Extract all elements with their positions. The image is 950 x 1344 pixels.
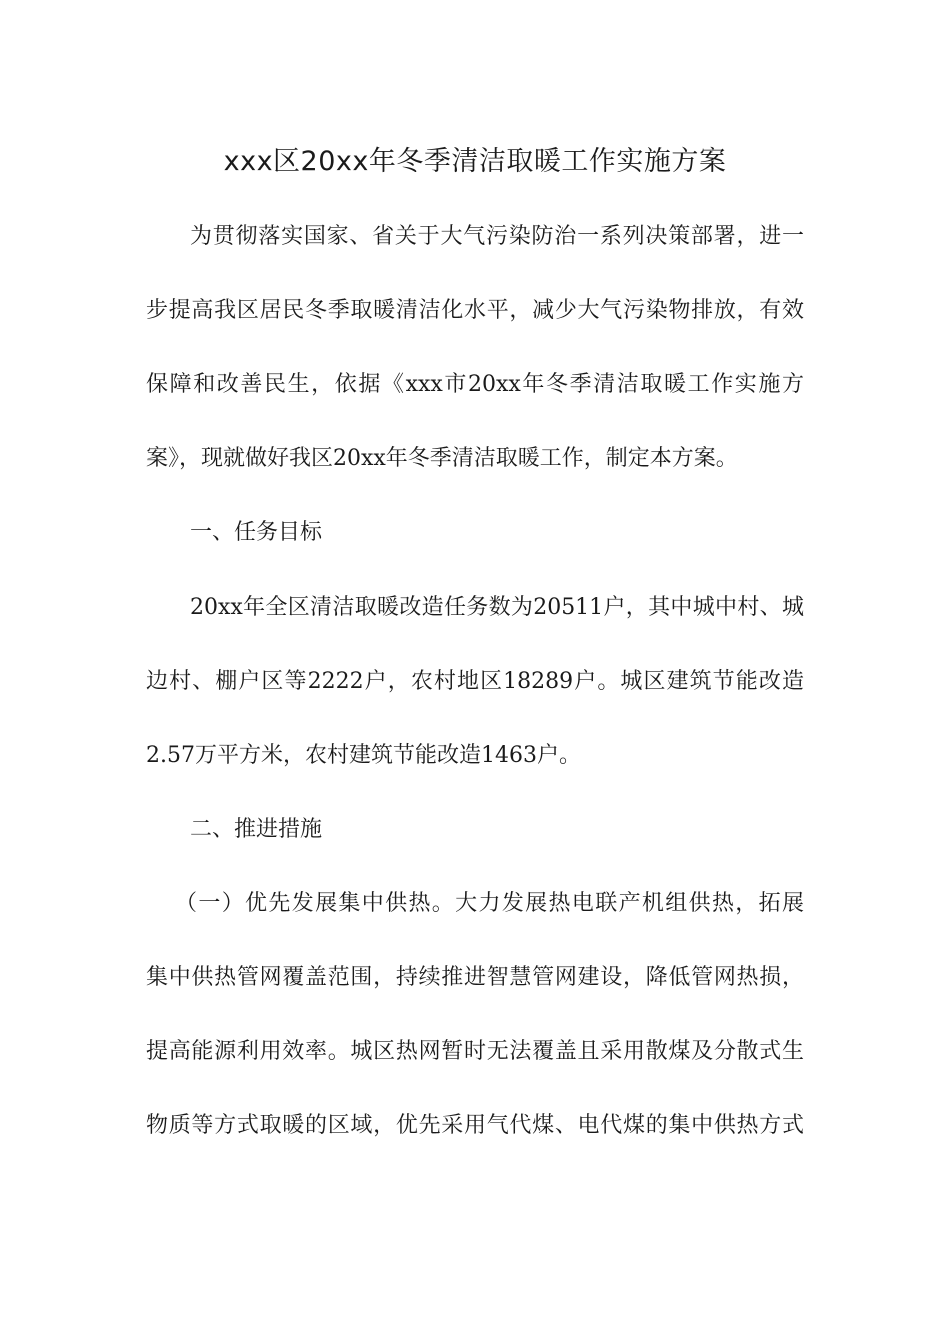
paragraph-line: 案》，现就做好我区20xx年冬季清洁取暖工作，制定本方案。 [146, 446, 738, 471]
paragraph-line: （一）优先发展集中供热。大力发展热电联产机组供热，拓展 [175, 891, 804, 916]
paragraph-line: 物质等方式取暖的区域，优先采用气代煤、电代煤的集中供热方式 [146, 1113, 804, 1138]
paragraph-line: 集中供热管网覆盖范围，持续推进智慧管网建设，降低管网热损， [146, 965, 804, 990]
document-title: xxx区20xx年冬季清洁取暖工作实施方案 [223, 146, 727, 177]
paragraph-line: 边村、棚户区等2222户，农村地区18289户。城区建筑节能改造 [146, 669, 804, 694]
paragraph-line: 保障和改善民生，依据《xxx市20xx年冬季清洁取暖工作实施方 [146, 372, 804, 397]
paragraph-line: 20xx年全区清洁取暖改造任务数为20511户，其中城中村、城 [190, 595, 804, 620]
section-heading: 二、推进措施 [190, 817, 323, 842]
paragraph-line: 步提高我区居民冬季取暖清洁化水平，减少大气污染物排放，有效 [146, 298, 804, 323]
paragraph-line: 2.57万平方米，农村建筑节能改造1463户。 [146, 743, 581, 768]
paragraph-line: 提高能源利用效率。城区热网暂时无法覆盖且采用散煤及分散式生 [146, 1039, 804, 1064]
section-heading: 一、任务目标 [190, 520, 323, 545]
paragraph-line: 为贯彻落实国家、省关于大气污染防治一系列决策部署，进一 [190, 224, 804, 249]
